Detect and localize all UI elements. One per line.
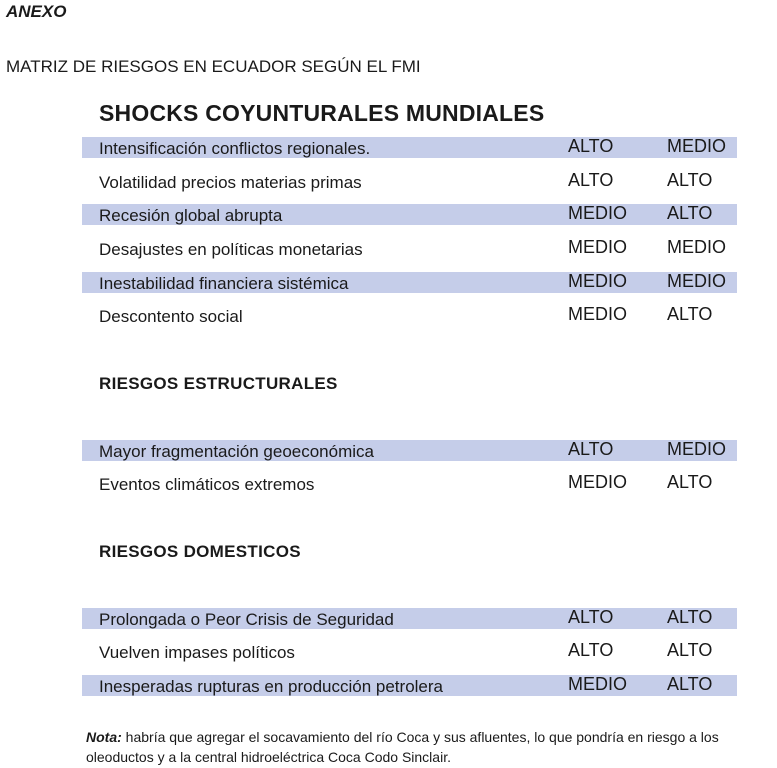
- table-row: [82, 440, 737, 461]
- risk-probability: ALTO: [568, 136, 614, 156]
- risk-probability: ALTO: [568, 607, 614, 627]
- section-title-estructurales: RIESGOS ESTRUCTURALES: [99, 374, 338, 393]
- risk-label: Recesión global abrupta: [99, 206, 283, 225]
- risk-impact: MEDIO: [667, 439, 727, 459]
- table-row: [82, 305, 737, 326]
- risk-impact: MEDIO: [667, 237, 727, 257]
- risk-label: Eventos climáticos extremos: [99, 475, 315, 494]
- risk-label: Desajustes en políticas monetarias: [99, 240, 363, 259]
- risk-probability: ALTO: [568, 640, 614, 660]
- risk-label: Descontento social: [99, 307, 243, 326]
- risk-label: Mayor fragmentación geoeconómica: [99, 442, 374, 461]
- risk-label: Prolongada o Peor Crisis de Seguridad: [99, 610, 394, 629]
- footnote: [86, 727, 756, 767]
- risk-impact: ALTO: [667, 472, 713, 492]
- risk-probability: MEDIO: [568, 203, 628, 223]
- risk-impact: ALTO: [667, 203, 713, 223]
- table-row: [82, 608, 737, 629]
- risk-probability: MEDIO: [568, 271, 628, 291]
- document-subtitle: MATRIZ DE RIESGOS EN ECUADOR SEGÚN EL FMI: [6, 57, 421, 76]
- section-title-shocks: SHOCKS COYUNTURALES MUNDIALES: [99, 100, 545, 126]
- risk-probability: MEDIO: [568, 674, 628, 694]
- table-row: [82, 272, 737, 293]
- section-title-domesticos: RIESGOS DOMESTICOS: [99, 542, 301, 561]
- risk-label: Volatilidad precios materias primas: [99, 173, 362, 192]
- risk-label: Intensificación conflictos regionales.: [99, 139, 371, 158]
- footnote-label: Nota:: [86, 729, 122, 745]
- table-row: [82, 137, 737, 158]
- risk-probability: ALTO: [568, 439, 614, 459]
- risk-impact: ALTO: [667, 607, 713, 627]
- risk-label: Vuelven impases políticos: [99, 643, 295, 662]
- risk-probability: MEDIO: [568, 237, 628, 257]
- risk-label: Inestabilidad financiera sistémica: [99, 274, 349, 293]
- risk-impact: MEDIO: [667, 271, 727, 291]
- anexo-heading: ANEXO: [6, 2, 67, 21]
- table-row: [82, 171, 737, 192]
- risk-probability: MEDIO: [568, 304, 628, 324]
- risk-impact: ALTO: [667, 640, 713, 660]
- risk-impact: ALTO: [667, 674, 713, 694]
- table-row: [82, 641, 737, 662]
- table-row: [82, 675, 737, 696]
- risk-probability: MEDIO: [568, 472, 628, 492]
- table-row: [82, 473, 737, 494]
- table-row: [82, 238, 737, 259]
- table-row: [82, 204, 737, 225]
- risk-impact: MEDIO: [667, 136, 727, 156]
- footnote-text: habría que agregar el socavamiento del río Coca y sus afluentes, lo que pondría en riesgo a los oleoductos y a la central hidroeléctrica Coca Codo Sinclair.: [86, 729, 719, 765]
- risk-label: Inesperadas rupturas en producción petrolera: [99, 677, 443, 696]
- risk-probability: ALTO: [568, 170, 614, 190]
- risk-impact: ALTO: [667, 304, 713, 324]
- risk-impact: ALTO: [667, 170, 713, 190]
